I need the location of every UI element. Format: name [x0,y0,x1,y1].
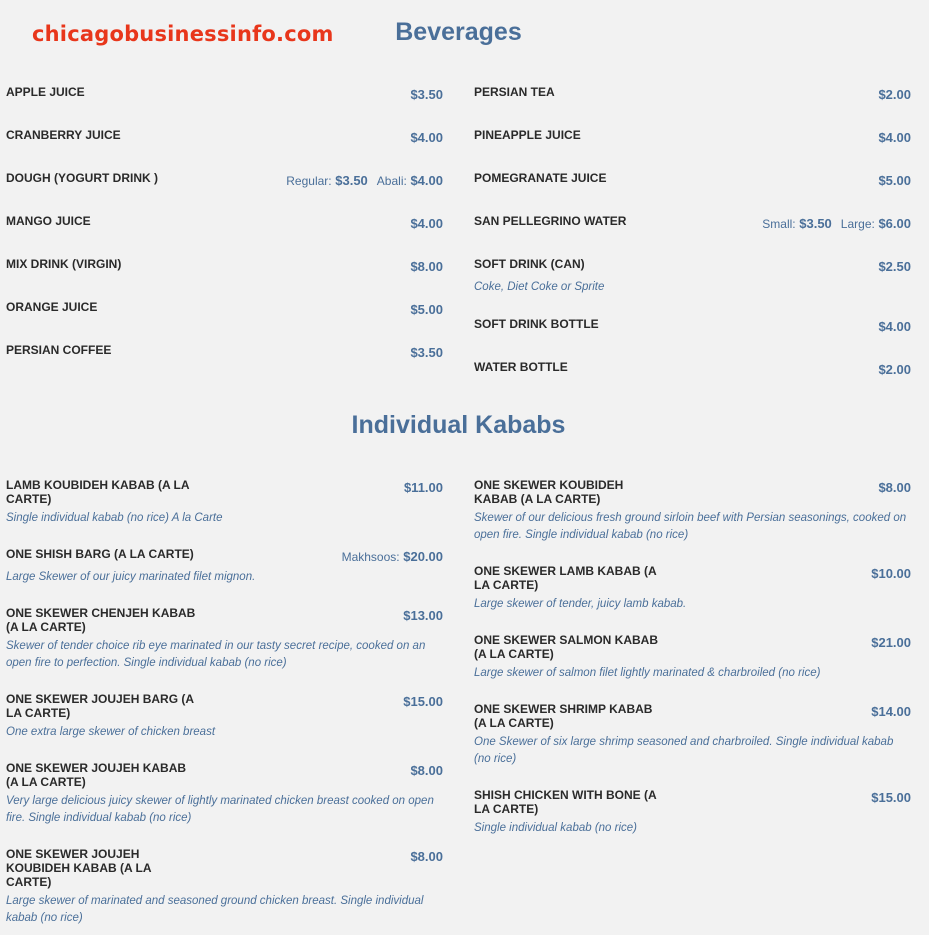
menu-item-price: $15.00 [871,790,911,805]
menu-item-row [6,478,443,506]
menu-item-name: MANGO JUICE [6,214,91,228]
price-option [762,216,832,231]
menu-item-row [6,257,443,275]
menu-item [6,257,443,275]
price-option-label: Makhsoos: [341,550,400,564]
menu-item-name: CRANBERRY JUICE [6,128,121,142]
menu-item [474,633,911,682]
menu-item [6,343,443,361]
price-option-label: Abali: [376,174,407,188]
menu-item-name: SOFT DRINK BOTTLE [474,317,599,331]
menu-item-row [6,300,443,318]
price-option-value: $3.50 [799,216,832,231]
menu-item-price: $8.00 [410,763,443,778]
menu-item [6,171,443,189]
menu-item-row [474,214,911,232]
menu-item-price: $4.00 [410,130,443,145]
menu-item-description: Skewer of our delicious fresh ground sirloin beef with Persian seasonings, cooked on open fire. Single individual kabab (no rice) [474,512,907,541]
price-option [286,173,368,188]
beverages-title: Beverages [395,18,522,46]
menu-item [474,214,911,232]
menu-item-row [6,214,443,232]
menu-item-name: ONE SKEWER CHENJEH KABAB (A LA CARTE) [6,606,196,634]
menu-item-description: Large skewer of tender, juicy lamb kabab. [474,598,687,610]
menu-item-name: LAMB KOUBIDEH KABAB (A LA CARTE) [6,478,190,506]
menu-item [474,360,911,378]
menu-item [6,547,443,586]
menu-item-description: Skewer of tender choice rib eye marinated in our tasty secret recipe, cooked on an open fire to perfection. Single individual kabab (no rice) [6,640,426,669]
menu-item-price: $4.00 [410,216,443,231]
menu-item-price: $11.00 [403,480,443,495]
menu-item-name: PINEAPPLE JUICE [474,128,581,142]
menu-item-price: $2.00 [878,362,911,377]
menu-item [6,85,443,103]
kababs-title: Individual Kababs [351,411,566,439]
menu-item-description: Very large delicious juicy skewer of lightly marinated chicken breast cooked on open fire. Single individual kabab (no rice) [6,795,434,824]
menu-item-price: $15.00 [403,694,443,709]
menu-item-row [474,478,911,506]
menu-item-row [474,171,911,189]
menu-item-name: ONE SKEWER JOUJEH KABAB (A LA CARTE) [6,761,187,789]
price-option-value: $6.00 [878,216,911,231]
menu-item-row [474,317,911,335]
price-option [342,549,443,564]
menu-item [6,761,443,827]
menu-item-row [6,692,443,720]
menu-item-price: $21.00 [871,635,911,650]
menu-item-name: POMEGRANATE JUICE [474,171,607,185]
menu-item-price: $5.00 [410,302,443,317]
menu-item-description: Large skewer of salmon filet lightly marinated & charbroiled (no rice) [474,667,821,679]
menu-item-name: DOUGH (YOGURT DRINK ) [6,171,158,185]
menu-item-price: $3.50 [410,345,443,360]
menu-item [474,317,911,335]
menu-item [474,788,911,837]
price-option-value: $4.00 [410,173,443,188]
price-option [377,173,443,188]
menu-item-description: One Skewer of six large shrimp seasoned and charbroiled. Single individual kabab (no rice) [474,736,894,765]
kababs-left-column [6,478,443,935]
price-option-label: Regular: [286,174,332,188]
menu-item-price: $2.00 [878,87,911,102]
price-option-value: $20.00 [403,549,443,564]
menu-item-name: ONE SKEWER JOUJEH KOUBIDEH KABAB (A LA CARTE) [6,847,152,889]
menu-item-row [6,343,443,361]
menu-item-description: Single individual kabab (no rice) A la Carte [6,512,223,524]
menu-item-price: $8.00 [410,849,443,864]
menu-item [6,692,443,741]
beverages-left-column [6,85,443,386]
menu-item-price: $4.00 [878,319,911,334]
menu-item-description: Large skewer of marinated and seasoned ground chicken breast. Single individual kabab (no rice) [6,895,424,924]
price-option-label: Large: [840,217,875,231]
menu-item-name: SOFT DRINK (CAN) [474,257,585,271]
menu-item-row [474,564,911,592]
menu-item-name: ONE SKEWER LAMB KABAB (A LA CARTE) [474,564,657,592]
menu-item-name: ONE SHISH BARG (A LA CARTE) [6,547,194,561]
menu-item-name: PERSIAN TEA [474,85,555,99]
menu-item-row [474,128,911,146]
menu-item-price [342,549,443,565]
menu-item [6,214,443,232]
menu-item [474,702,911,768]
menu-item-name: ORANGE JUICE [6,300,98,314]
menu-item [474,85,911,103]
menu-item [6,300,443,318]
menu-item-row [474,257,911,275]
menu-item-row [6,171,443,189]
menu-item [6,128,443,146]
watermark-text: chicagobusinessinfo.com [32,22,334,46]
menu-item [474,171,911,189]
menu-item-row [474,702,911,730]
menu-item-price: $5.00 [878,173,911,188]
menu-item-name: ONE SKEWER KOUBIDEH KABAB (A LA CARTE) [474,478,624,506]
menu-item [6,606,443,672]
menu-item-price: $3.50 [410,87,443,102]
menu-item-row [474,788,911,816]
menu-item-description: Coke, Diet Coke or Sprite [474,281,605,293]
menu-item-price: $10.00 [871,566,911,581]
menu-item-name: ONE SKEWER SHRIMP KABAB (A LA CARTE) [474,702,653,730]
menu-item-price: $14.00 [871,704,911,719]
menu-item-price: $2.50 [878,259,911,274]
menu-item-name: WATER BOTTLE [474,360,568,374]
menu-item [6,478,443,527]
menu-item-row [6,85,443,103]
menu-item-description: One extra large skewer of chicken breast [6,726,216,738]
menu-item-row [474,360,911,378]
menu-item-name: SAN PELLEGRINO WATER [474,214,627,228]
menu-item-name: SHISH CHICKEN WITH BONE (A LA CARTE) [474,788,657,816]
menu-item-row [6,547,443,565]
price-option-value: $3.50 [335,173,368,188]
menu-item [474,128,911,146]
menu-item-description: Large Skewer of our juicy marinated filet mignon. [6,571,256,583]
menu-item-price [762,216,911,232]
menu-item-name: ONE SKEWER JOUJEH BARG (A LA CARTE) [6,692,194,720]
menu-item-row [6,128,443,146]
menu-item-name: ONE SKEWER SALMON KABAB (A LA CARTE) [474,633,659,661]
menu-item-name: MIX DRINK (VIRGIN) [6,257,122,271]
menu-item-description: Single individual kabab (no rice) [474,822,638,834]
menu-item-row [6,606,443,634]
menu-item-price: $8.00 [410,259,443,274]
menu-item-row [6,847,443,889]
menu-item-price: $8.00 [878,480,911,495]
menu-item-row [6,761,443,789]
menu-item-price: $13.00 [403,608,443,623]
beverages-right-column [474,85,911,403]
menu-item-name: PERSIAN COFFEE [6,343,112,357]
menu-item [6,847,443,927]
price-option-label: Small: [762,217,796,231]
menu-item-name: APPLE JUICE [6,85,85,99]
menu-item [474,564,911,613]
menu-item-price [286,173,443,189]
menu-item-price: $4.00 [878,130,911,145]
menu-item-row [474,85,911,103]
menu-item [474,478,911,544]
kababs-right-column [474,478,911,857]
menu-item-row [474,633,911,661]
menu-item [474,257,911,296]
price-option [841,216,911,231]
